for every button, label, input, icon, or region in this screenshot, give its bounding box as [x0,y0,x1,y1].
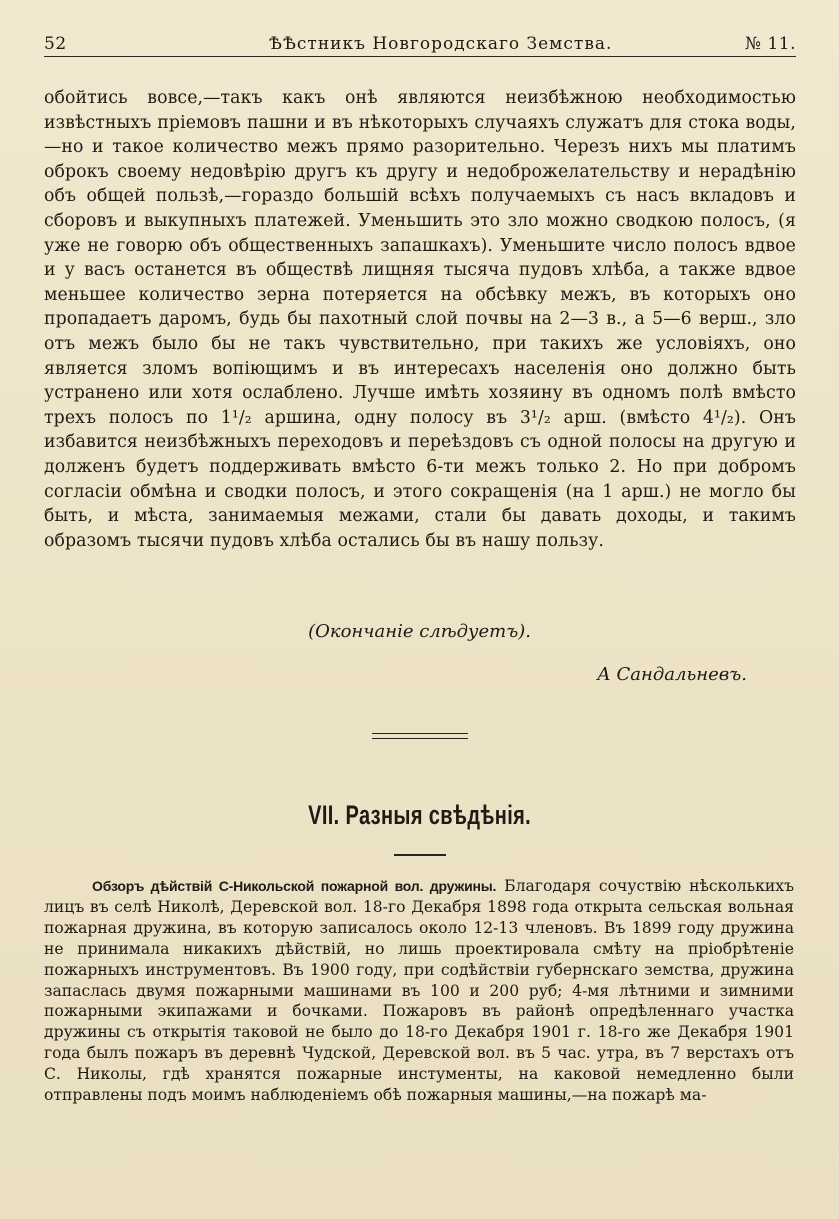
report-body: Благодаря сочуствію нѣсколькихъ лицъ въ селѣ Николѣ, Деревской вол. 18-го Декабря 1898 года открыта сельская вольная пожарная дружина, въ которую записалось около 12-13 членовъ. Въ 1899 году дружина не принимала никакихъ дѣйствій, но лишь проектировала смѣту на пріобрѣтеніе пожарныхъ инструментовъ. Въ 1900 году, при содѣйствіи губернскаго земства, дружина запаслась двумя пожарными машинами въ 100 и 200 руб; 4-мя лѣтними и зимними пожарными экипажами и бочками. Пожаровъ въ районѣ опредѣленнаго участка дружины съ открытія таковой не было до 18-го Декабря 1901 г. 18-го же Декабря 1901 года былъ пожаръ въ деревнѣ Чудской, Деревской вол. въ 5 час. утра, въ 7 верстахъ отъ С. Николы, гдѣ хранятся пожарные инстументы, на каковой немедленно были отправлены подъ моимъ наблюденіемъ обѣ пожарныя машины,—на пожарѣ ма- [44,877,794,1105]
title-underline [394,854,446,856]
continued-note: (Окончаніе слѣдуетъ). [308,621,531,642]
author-signature: А Сандальневъ. [597,664,747,685]
running-header [44,28,796,58]
section-title: VII. Разныя свѣдѣнія. [308,800,532,830]
article-text [44,86,796,553]
journal-title: ѢѢстникъ Новгородскаго Земства. [269,34,613,54]
header-rule [44,56,796,57]
report-text [44,876,794,1106]
report-paragraph [44,876,794,1106]
report-runin-title: Обзоръ дѣйствій С-Никольской пожарной вол. дружины. [92,878,497,894]
page-number: 52 [44,34,67,54]
issue-number: № 11. [744,34,796,54]
section-divider [372,733,468,739]
article-paragraph: обойтись вовсе,—такъ какъ онѣ являются неизбѣжною необходимостью извѣстныхъ пріемовъ пашни и въ нѣкоторыхъ случаяхъ служатъ для стока воды,—но и такое количество межъ прямо разорительно. Черезъ нихъ мы платимъ оброкъ своему недовѣрію другъ къ другу и недоброжелательству и нерадѣнію объ общей пользѣ,—гораздо большій всѣхъ получаемыхъ съ насъ вкладовъ и сборовъ и выкупныхъ платежей. Уменьшить это зло можно сводкою полосъ, (я уже не говорю объ общественныхъ запашкахъ). Уменьшите число полосъ вдвое и у васъ останется въ обществѣ лищняя тысяча пудовъ хлѣба, а также вдвое меньшее количество зерна потеряется на обсѣвку межъ, въ которыхъ оно пропадаетъ даромъ, будь бы пахотный слой почвы на 2—3 в., а 5—6 верш., зло отъ межъ было бы не такъ чувствительно, при такихъ же условіяхъ, оно является зломъ вопіющимъ и въ интересахъ населенія оно должно быть устранено или хотя ослаблено. Лучше имѣть хозяину въ одномъ полѣ вмѣсто трехъ полосъ по 1¹/₂ аршина, одну полосу въ 3¹/₂ арш. (вмѣсто 4¹/₂). Онъ избавится неизбѣжныхъ переходовъ и переѣздовъ съ одной полосы на другую и долженъ будетъ поддерживать вмѣсто 6-ти межъ только 2. Но при добромъ согласіи обмѣна и сводки полосъ, и этого сокращенія (на 1 арш.) не могло бы быть, и мѣста, занимаемыя межами, стали бы давать доходы, и такимъ образомъ тысячи пудовъ хлѣба остались бы въ нашу пользу. [44,88,796,551]
